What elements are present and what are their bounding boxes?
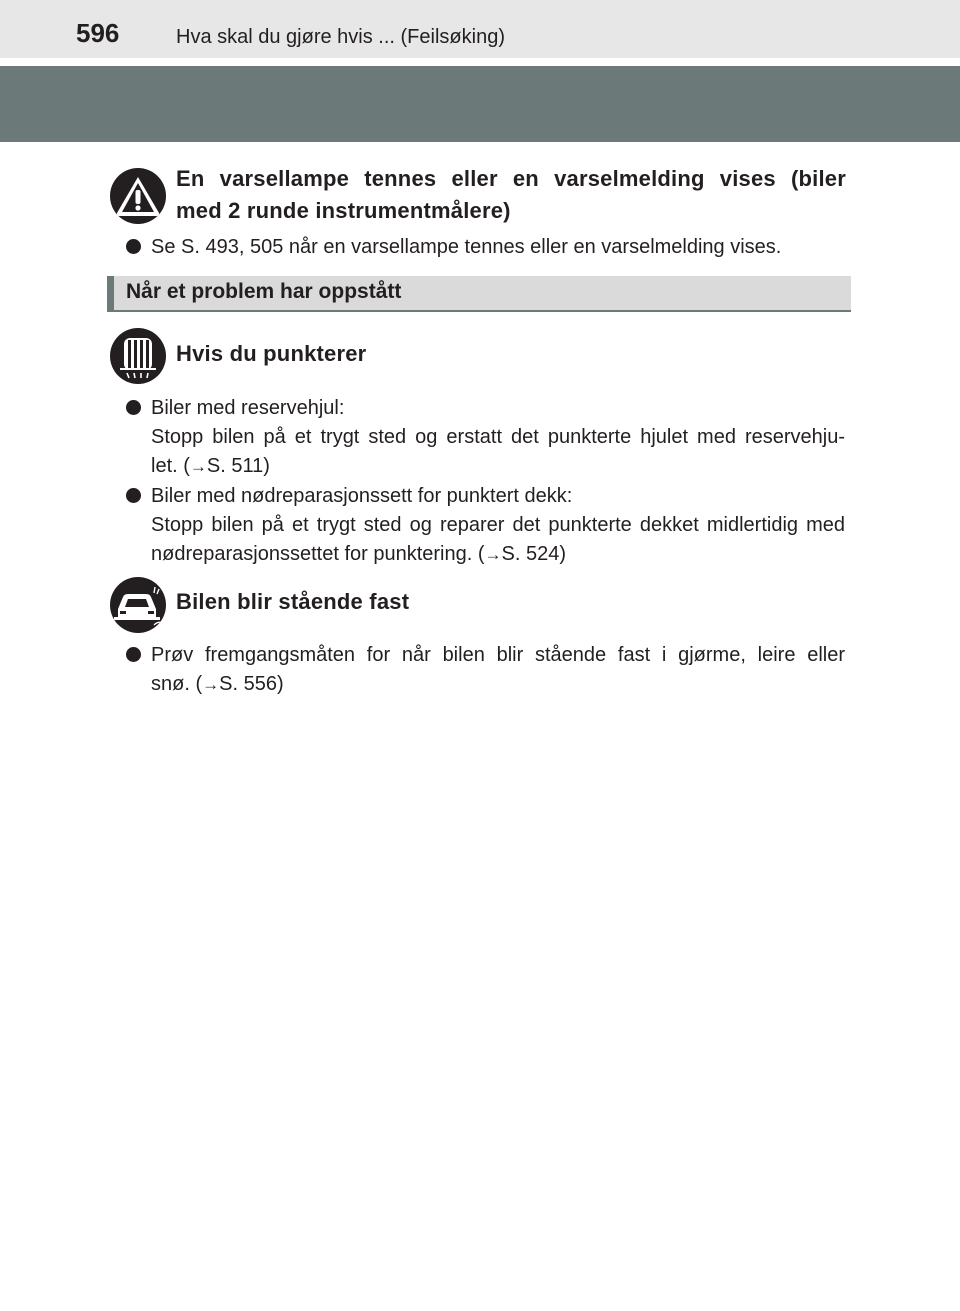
list-item bbox=[126, 641, 850, 701]
list-item bbox=[126, 233, 850, 263]
list-item bbox=[126, 482, 850, 572]
page-number: 596 bbox=[76, 18, 120, 48]
section-header-accent bbox=[107, 276, 114, 310]
arrow-right-icon: → bbox=[202, 675, 220, 694]
flat-tire-icon bbox=[110, 328, 166, 384]
chapter-title: Hva skal du gjøre hvis ... (Feilsøking) bbox=[176, 26, 505, 48]
bullet1-line3 bbox=[151, 452, 845, 481]
warning-triangle-icon bbox=[110, 168, 166, 224]
page-reference-link: S. 524) bbox=[501, 543, 566, 565]
stuck-bullet-text bbox=[151, 641, 845, 699]
bullet1-line2: Stopp bilen på et trygt sted og erstatt det punkterte hjulet med reservehju- bbox=[151, 426, 845, 448]
bullet-dot bbox=[126, 400, 141, 415]
flat-tire-bullet1-text bbox=[151, 394, 845, 481]
page-reference-link: S. 556) bbox=[219, 673, 284, 695]
bullet2-line3-pre: nødreparasjonssettet for punktering. ( bbox=[151, 543, 485, 565]
problem-section-header bbox=[107, 276, 851, 312]
problem-section-title: Når et problem har oppstått bbox=[126, 280, 402, 303]
bullet-dot bbox=[126, 488, 141, 503]
stuck-bullet-line2 bbox=[151, 670, 845, 699]
arrow-right-icon: → bbox=[189, 457, 207, 476]
stuck-car-heading: Bilen blir stående fast bbox=[176, 589, 410, 614]
bullet-dot bbox=[126, 647, 141, 662]
bullet2-line2: Stopp bilen på et trygt sted og reparer det punkterte dekket midlertidig med bbox=[151, 514, 845, 536]
warning-heading-line1: En varsellampe tennes eller en varselmelding vises (biler bbox=[176, 166, 846, 191]
flat-tire-bullet2-text bbox=[151, 482, 845, 569]
arrow-right-icon: → bbox=[484, 545, 502, 564]
bullet-dot bbox=[126, 239, 141, 254]
warning-heading-line2: med 2 runde instrumentmålere) bbox=[176, 198, 511, 223]
flat-tire-heading: Hvis du punkterer bbox=[176, 341, 367, 366]
bullet2-line1: Biler med nødreparasjonssett for punktert dekk: bbox=[151, 485, 573, 507]
page-header-bar bbox=[0, 0, 960, 58]
list-item bbox=[126, 394, 850, 484]
warning-bullet-text bbox=[151, 233, 845, 262]
warning-section-heading bbox=[176, 163, 846, 227]
bullet1-line3-pre: let. ( bbox=[151, 455, 190, 477]
stuck-bullet-line2-pre: snø. ( bbox=[151, 673, 203, 695]
bullet2-line3 bbox=[151, 540, 845, 569]
page-reference-link: S. 511) bbox=[206, 455, 270, 477]
header-band bbox=[0, 66, 960, 142]
warning-bullet-line: Se S. 493, 505 når en varsellampe tennes eller en varselmelding vises. bbox=[151, 236, 782, 258]
stuck-bullet-line1: Prøv fremgangsmåten for når bilen blir stående fast i gjørme, leire eller bbox=[151, 644, 845, 666]
bullet1-line1: Biler med reservehjul: bbox=[151, 397, 345, 419]
stuck-car-icon bbox=[110, 577, 166, 633]
